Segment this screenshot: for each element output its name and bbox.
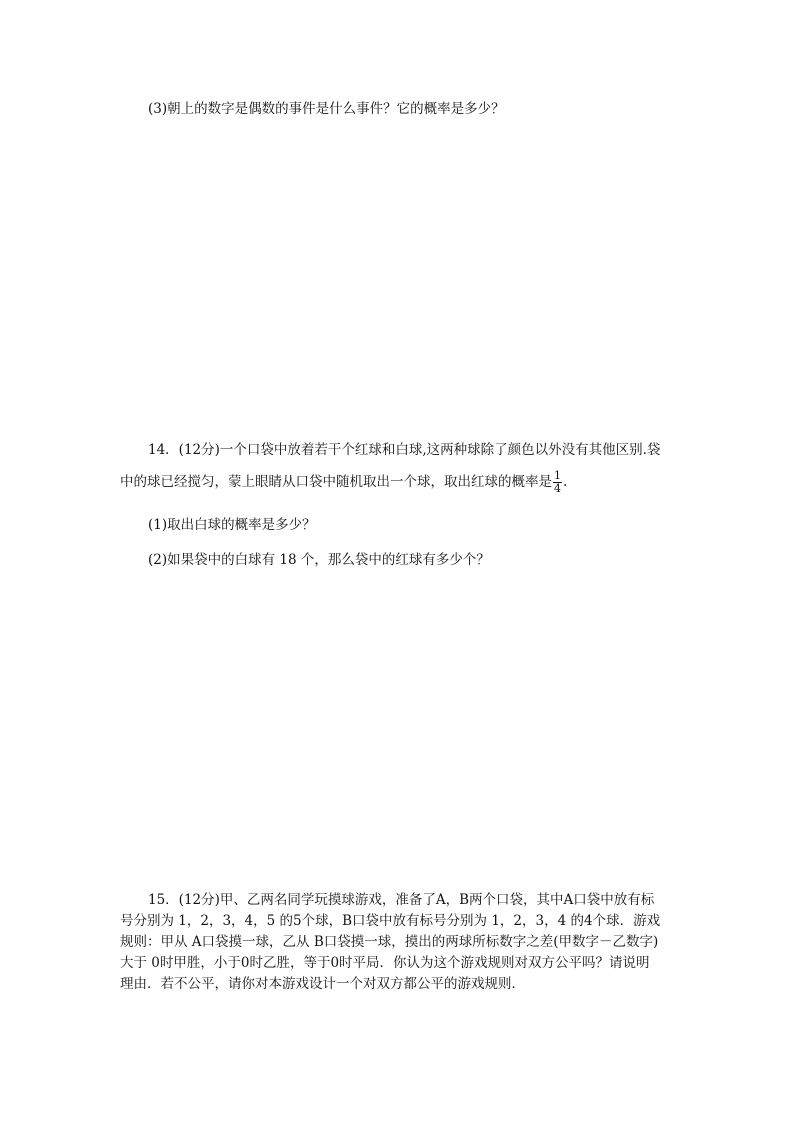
question-14-line-1: 14．(12分)一个口袋中放着若干个红球和白球,这两种球除了颜色以外没有其他区别.袋 (148, 442, 661, 458)
question-15-line-2: 号分别为 1，2，3，4，5 的5个球，B口袋中放有标号分别为 1，2，3，4 的4个球．游戏 (120, 913, 661, 929)
question-15-line-1: 15．(12分)甲、乙两名同学玩摸球游戏，准备了A，B两个口袋，其中A口袋中放有标 (148, 892, 655, 908)
question-14-line-2 (120, 470, 567, 495)
question-13-part-3: (3)朝上的数字是偶数的事件是什么事件？它的概率是多少？ (148, 101, 505, 117)
question-15-line-4: 大于 0时甲胜，小于0时乙胜，等于0时平局．你认为这个游戏规则对双方公平吗？请说明 (120, 955, 650, 971)
fraction-denominator: 4 (554, 482, 561, 495)
fraction-numerator: 1 (554, 469, 561, 482)
question-15-line-5: 理由．若不公平，请你对本游戏设计一个对双方都公平的游戏规则． (120, 976, 525, 992)
question-14-part-2: (2)如果袋中的白球有 18 个，那么袋中的红球有多少个？ (148, 552, 490, 568)
probability-fraction (553, 470, 562, 495)
question-14-line-2-text: 中的球已经搅匀，蒙上眼睛从口袋中随机取出一个球，取出红球的概率是 (120, 474, 552, 490)
question-14-line-2-end: . (563, 474, 568, 490)
question-14-part-1: (1)取出白球的概率是多少？ (148, 517, 316, 533)
question-15-line-3: 规则：甲从 A口袋摸一球，乙从 B口袋摸一球，摸出的两球所标数字之差(甲数字－乙数字) (120, 934, 659, 950)
